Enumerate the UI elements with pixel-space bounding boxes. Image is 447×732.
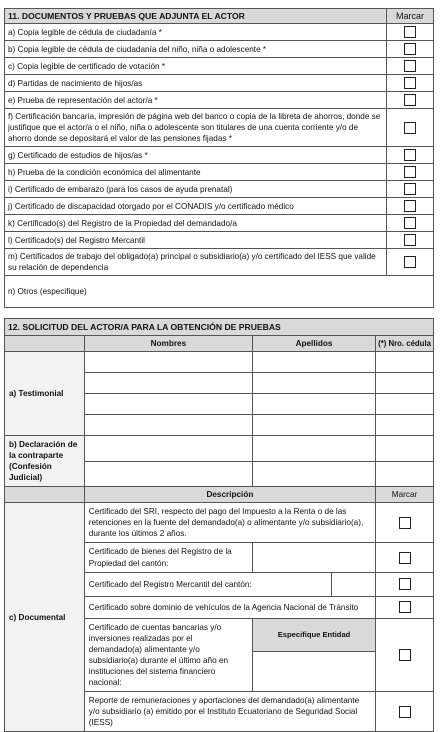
doc-row-h xyxy=(5,164,434,181)
iess-checkbox[interactable] xyxy=(399,706,411,718)
witness-surname-field[interactable] xyxy=(253,352,376,373)
doc-item-label: k) Certificado(s) del Registro de la Propiedad del demandado/a xyxy=(5,215,387,232)
witness-id-field[interactable] xyxy=(376,373,434,394)
surnames-column-header: Apellidos xyxy=(253,336,376,352)
documents-section-title: 11. DOCUMENTOS Y PRUEBAS QUE ADJUNTA EL ACTOR xyxy=(5,9,387,24)
mark-column-header-2: Marcar xyxy=(376,487,434,503)
confession-surname-field[interactable] xyxy=(253,436,376,462)
doc-item-label: c) Copia legible de certificado de votación * xyxy=(5,58,387,75)
doc-checkbox-i[interactable] xyxy=(404,183,416,195)
doc-checkbox-b[interactable] xyxy=(404,43,416,55)
sri-certificate-label: Certificado del SRI, respecto del pago del Impuesto a la Renta o de las retenciones en la fuente del demandado(a) o alimentante y/o subsidiario(a), durante los últimos 2 años. xyxy=(84,503,375,543)
entity-field[interactable] xyxy=(253,651,376,691)
confession-name-field[interactable] xyxy=(84,461,252,487)
doc-checkbox-f[interactable] xyxy=(404,122,416,134)
doc-row-e xyxy=(5,92,434,109)
mark-column-header: Marcar xyxy=(387,9,434,24)
doc-row-a xyxy=(5,24,434,41)
doc-checkbox-e[interactable] xyxy=(404,94,416,106)
property-checkbox[interactable] xyxy=(399,552,411,564)
documents-table xyxy=(4,8,434,308)
confession-label: b) Declaración de la contraparte (Confesión Judicial) xyxy=(5,436,85,487)
documents-header-row xyxy=(5,9,434,24)
specify-entity-header: Especifique Entidad xyxy=(253,618,376,651)
mercantile-canton-field[interactable] xyxy=(332,572,376,596)
vehicles-certificate-label: Certificado sobre dominio de vehículos de la Agencia Nacional de Tránsito xyxy=(84,596,375,618)
property-certificate-label: Certificado de bienes del Registro de la Propiedad del cantón: xyxy=(84,543,252,572)
witness-surname-field[interactable] xyxy=(253,394,376,415)
confession-name-field[interactable] xyxy=(84,436,252,462)
id-number-column-header: (*) Nro. cédula xyxy=(376,336,434,352)
doc-item-label: a) Copia legible de cédula de ciudadanía * xyxy=(5,24,387,41)
mercantile-checkbox[interactable] xyxy=(399,578,411,590)
bank-accounts-certificate-label: Certificado de cuentas bancarias y/o inversiones realizadas por el demandado(a) alimentante y/o subsidiario(a) durante el último año en instituciones del sistema financiero nacional: xyxy=(84,618,252,691)
doc-row-i xyxy=(5,181,434,198)
doc-row-m xyxy=(5,249,434,276)
doc-checkbox-d[interactable] xyxy=(404,77,416,89)
doc-checkbox-m[interactable] xyxy=(404,256,416,268)
witness-surname-field[interactable] xyxy=(253,415,376,436)
doc-row-k xyxy=(5,215,434,232)
testimonial-label: a) Testimonial xyxy=(5,352,85,436)
evidence-section-title: 12. SOLICITUD DEL ACTOR/A PARA LA OBTENCIÓN DE PRUEBAS xyxy=(5,319,434,336)
description-column-header: Descripción xyxy=(84,487,375,503)
doc-item-label: b) Copia legible de cédula de ciudadanía del niño, niña o adolescente * xyxy=(5,41,387,58)
doc-row-d xyxy=(5,75,434,92)
witness-name-field[interactable] xyxy=(84,352,252,373)
doc-item-label: h) Prueba de la condición económica del alimentante xyxy=(5,164,387,181)
doc-row-l xyxy=(5,232,434,249)
witness-id-field[interactable] xyxy=(376,352,434,373)
doc-item-label: g) Certificado de estudios de hijos/as * xyxy=(5,147,387,164)
doc-item-label: f) Certificación bancaria, impresión de página web del banco o copia de la libreta de ahorros, donde se justifique que el actor/a o el niño, niña o adolescente son titulares de una cuenta corriente y/o de ahorro donde se depositará el valor de las pensiones fijadas * xyxy=(5,109,387,147)
doc-row-c xyxy=(5,58,434,75)
property-canton-field[interactable] xyxy=(253,543,376,572)
confession-surname-field[interactable] xyxy=(253,461,376,487)
doc-item-label: i) Certificado de embarazo (para los casos de ayuda prenatal) xyxy=(5,181,387,198)
doc-item-label: l) Certificado(s) del Registro Mercantil xyxy=(5,232,387,249)
witness-surname-field[interactable] xyxy=(253,373,376,394)
doc-row-otros xyxy=(5,276,434,308)
doc-checkbox-j[interactable] xyxy=(404,200,416,212)
doc-item-label: m) Certificados de trabajo del obligado(a) principal o subsidiario(a) y/o certificado del IESS que valide su relación de dependencia xyxy=(5,249,387,276)
doc-checkbox-h[interactable] xyxy=(404,166,416,178)
doc-checkbox-c[interactable] xyxy=(404,60,416,72)
doc-checkbox-g[interactable] xyxy=(404,149,416,161)
doc-item-label: j) Certificado de discapacidad otorgado por el CONADIS y/o certificado médico xyxy=(5,198,387,215)
doc-item-label: e) Prueba de representación del actor/a * xyxy=(5,92,387,109)
bank-accounts-checkbox[interactable] xyxy=(399,649,411,661)
iess-report-label: Reporte de remuneraciones y aportaciones del demandado(a) alimentante y/o subsidiario (a) emitido por el Instituto Ecuatoriano de Seguridad Social (IESS) xyxy=(84,691,375,731)
vehicles-checkbox[interactable] xyxy=(399,601,411,613)
doc-row-g xyxy=(5,147,434,164)
witness-name-field[interactable] xyxy=(84,415,252,436)
confession-id-field[interactable] xyxy=(376,461,434,487)
doc-checkbox-l[interactable] xyxy=(404,234,416,246)
names-column-header: Nombres xyxy=(84,336,252,352)
mercantile-certificate-label: Certificado del Registro Mercantil del cantón: xyxy=(84,572,332,596)
witness-id-field[interactable] xyxy=(376,394,434,415)
doc-row-b xyxy=(5,41,434,58)
doc-item-label: d) Partidas de nacimiento de hijos/as xyxy=(5,75,387,92)
sri-checkbox[interactable] xyxy=(399,517,411,529)
witness-name-field[interactable] xyxy=(84,373,252,394)
documentary-label: c) Documental xyxy=(5,503,85,732)
confession-id-field[interactable] xyxy=(376,436,434,462)
evidence-request-table xyxy=(4,318,434,732)
other-specify-field[interactable]: n) Otros (especifique) xyxy=(5,276,434,308)
doc-checkbox-a[interactable] xyxy=(404,26,416,38)
witness-id-field[interactable] xyxy=(376,415,434,436)
doc-row-j xyxy=(5,198,434,215)
doc-checkbox-k[interactable] xyxy=(404,217,416,229)
witness-name-field[interactable] xyxy=(84,394,252,415)
doc-row-f xyxy=(5,109,434,147)
